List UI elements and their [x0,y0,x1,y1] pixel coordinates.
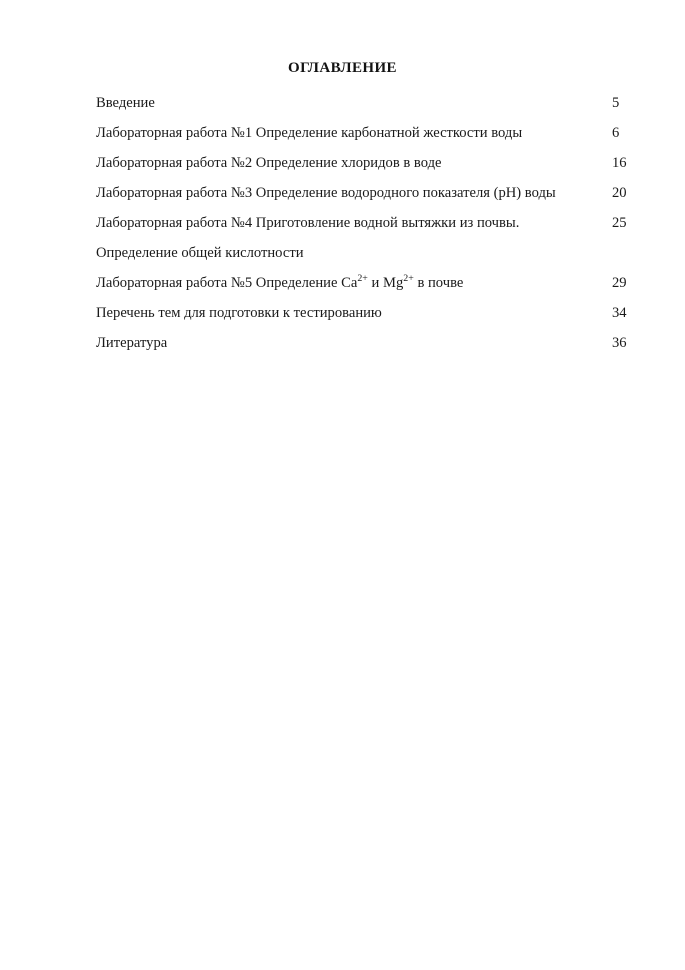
toc-entry-label: Введение [96,95,155,111]
toc-entry[interactable] [96,178,641,208]
toc-entry-label: Лабораторная работа №2 Определение хлоридов в воде [96,155,442,171]
toc-entry[interactable] [96,208,641,268]
toc-entry-label: Лабораторная работа №4 Приготовление водной вытяжки из почвы. Определение общей кислотности [96,215,524,261]
toc-entry-page-number: 34 [612,305,627,321]
toc-entry-page-number: 36 [612,335,627,351]
page-title: ОГЛАВЛЕНИЕ [288,60,397,76]
toc-entry-label: Литература [96,335,168,351]
superscript-charge: 2+ [403,273,414,285]
toc-entry[interactable] [96,88,641,118]
toc-entry[interactable] [96,298,641,328]
toc-entry-page-number: 29 [612,275,627,291]
toc-entry-label: Лабораторная работа №3 Определение водородного показателя (рН) воды [96,185,556,201]
toc-entry-page-number: 20 [612,185,627,201]
toc-entry-label: Перечень тем для подготовки к тестированию [96,305,382,321]
toc-entry[interactable] [96,118,641,148]
toc-entry-label: Лабораторная работа №5 Определение $Ca^{2+}$ и $Mg^{2+}$ в почве [96,273,464,291]
superscript-charge: 2+ [357,273,368,285]
toc-entry-label: Лабораторная работа №1 Определение карбонатной жесткости воды [96,125,523,141]
toc-entry-page-number: 25 [612,215,627,231]
toc-entry-page-number: 16 [612,155,627,171]
toc-entry[interactable] [96,328,641,358]
toc-entry-page-number: 6 [612,125,620,141]
toc-entry[interactable] [96,148,641,178]
table-of-contents-list [96,88,641,358]
toc-entry[interactable] [96,268,641,298]
toc-entry-page-number: 5 [612,95,620,111]
